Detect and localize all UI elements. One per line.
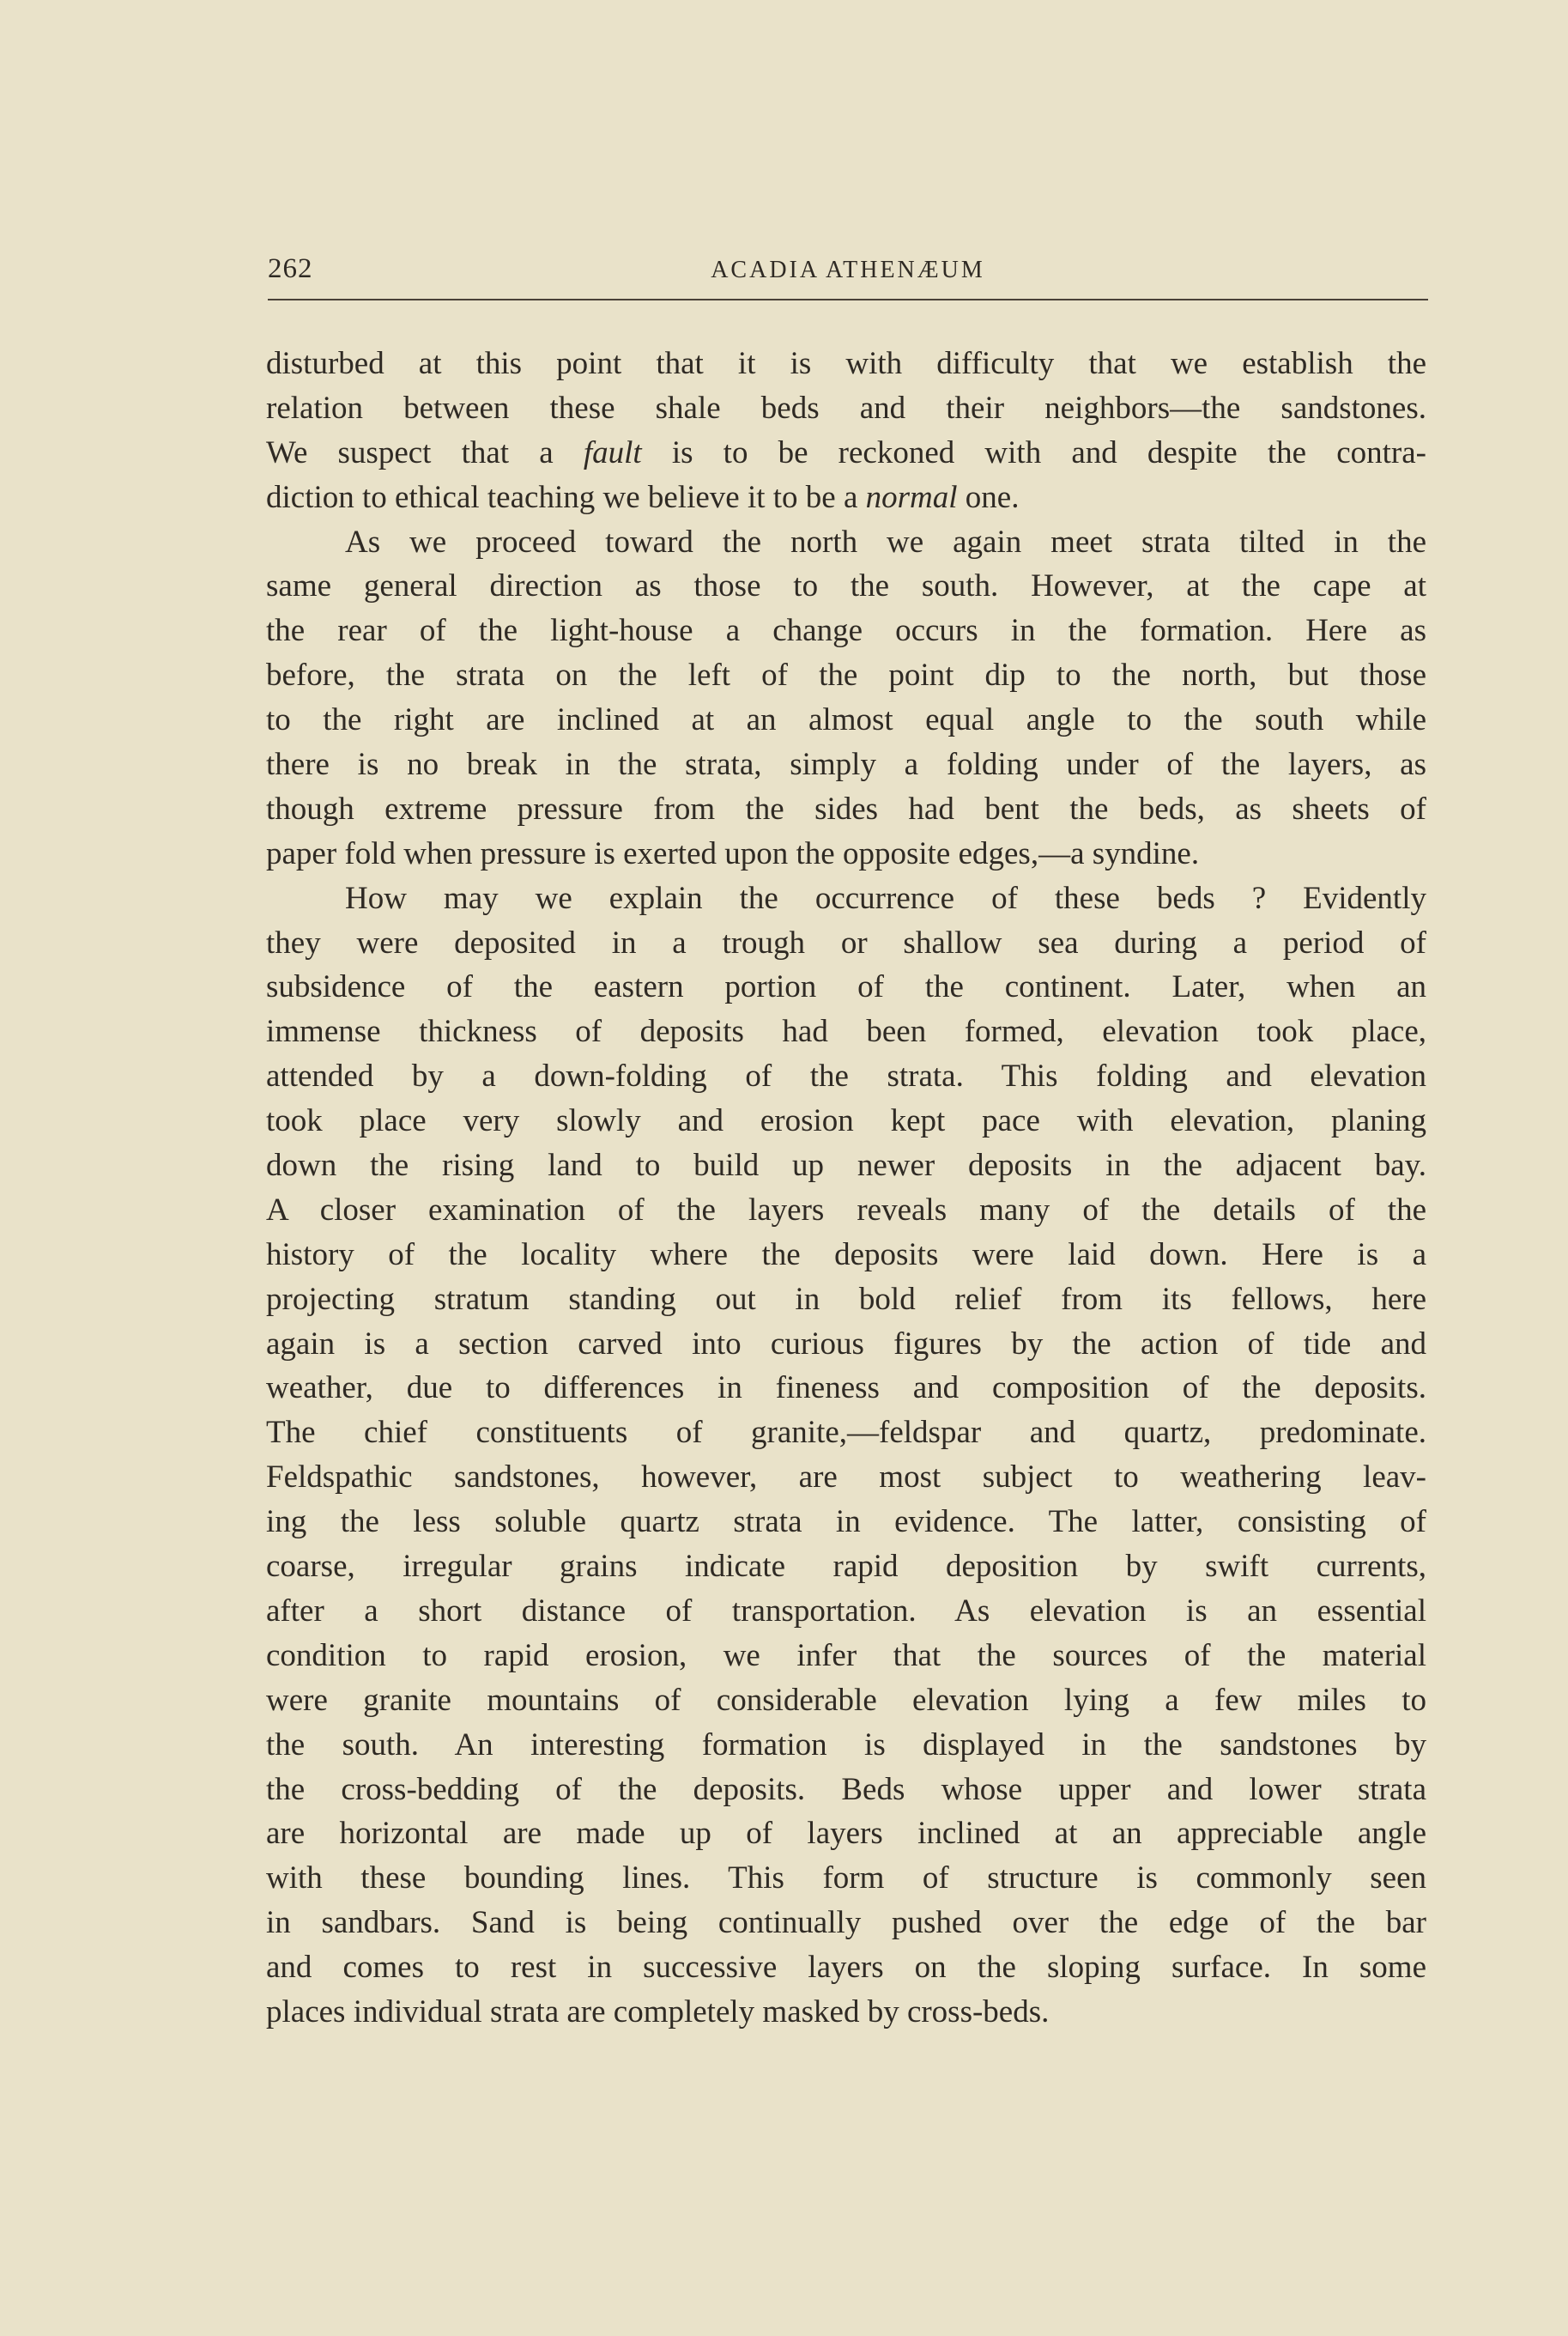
text-line	[266, 564, 1426, 609]
line-text: took place very slowly and erosion kept pace with elevation, planing	[266, 1103, 1426, 1139]
text-line	[266, 787, 1426, 832]
text-line	[266, 698, 1426, 743]
text-line	[266, 1010, 1426, 1054]
line-text: one.	[965, 479, 1020, 515]
line-text: with these bounding lines. This form of structure is commonly seen	[266, 1860, 1426, 1896]
line-text: coarse, irregular grains indicate rapid deposition by swift currents,	[266, 1549, 1426, 1585]
text-line	[266, 1723, 1426, 1768]
line-text: and comes to rest in successive layers on the sloping surface. In some	[266, 1950, 1426, 1986]
text-line	[266, 386, 1426, 431]
text-line	[266, 1768, 1426, 1812]
body-text	[266, 342, 1426, 2035]
line-text: How may we explain the occurrence of these beds ? Evidently	[345, 880, 1426, 916]
text-line	[266, 1945, 1426, 1990]
text-line	[266, 1054, 1426, 1099]
line-text: relation between these shale beds and their neighbors—the sandstones.	[266, 390, 1426, 426]
line-text: the rear of the light-house a change occurs in the formation. Here as	[266, 613, 1426, 649]
line-text: The chief constituents of granite,—feldspar and quartz, predominate.	[266, 1415, 1426, 1451]
line-text: again is a section carved into curious figures by the action of tide and	[266, 1326, 1426, 1362]
text-line	[266, 1322, 1426, 1367]
text-line	[266, 832, 1426, 877]
line-text: history of the locality where the deposits were laid down. Here is a	[266, 1236, 1426, 1272]
text-line	[266, 1901, 1426, 1945]
text-line	[266, 921, 1426, 966]
text-line	[266, 1277, 1426, 1322]
line-text: We suspect that a	[266, 434, 554, 470]
text-line	[266, 1366, 1426, 1411]
text-line	[266, 965, 1426, 1010]
text-line	[266, 1144, 1426, 1188]
text-line	[266, 1500, 1426, 1544]
text-line	[266, 476, 1426, 520]
text-line	[266, 653, 1426, 698]
line-text: are horizontal are made up of layers inclined at an appreciable angle	[266, 1816, 1426, 1852]
line-text: there is no break in the strata, simply a folding under of the layers, as	[266, 747, 1426, 783]
text-line	[266, 877, 1426, 921]
text-line	[266, 609, 1426, 653]
line-text: same general direction as those to the south. However, at the cape at	[266, 568, 1426, 604]
line-text: condition to rapid erosion, we infer that the sources of the material	[266, 1637, 1426, 1673]
line-text: places individual strata are completely masked by cross-beds.	[266, 1993, 1050, 2030]
text-line	[266, 1634, 1426, 1678]
line-text: immense thickness of deposits had been formed, elevation took place,	[266, 1014, 1426, 1050]
text-line	[266, 342, 1426, 386]
line-text: weather, due to differences in fineness and composition of the deposits.	[266, 1370, 1426, 1406]
line-text: diction to ethical teaching we believe it to be a	[266, 479, 858, 515]
text-line	[266, 1589, 1426, 1634]
line-text: though extreme pressure from the sides had bent the beds, as sheets of	[266, 791, 1426, 827]
line-text: Feldspathic sandstones, however, are most subject to weathering leav-	[266, 1459, 1426, 1496]
text-line	[266, 1233, 1426, 1277]
line-text: after a short distance of transportation. As elevation is an essential	[266, 1593, 1426, 1629]
text-line	[266, 1544, 1426, 1589]
text-line	[266, 743, 1426, 787]
text-line	[266, 1811, 1426, 1856]
line-text: in sandbars. Sand is being continually pushed over the edge of the bar	[266, 1905, 1426, 1941]
line-text: to the right are inclined at an almost equal angle to the south while	[266, 702, 1426, 738]
line-text: A closer examination of the layers reveals many of the details of the	[266, 1192, 1426, 1228]
running-head: ACADIA ATHENÆUM	[711, 257, 985, 283]
line-text: they were deposited in a trough or shallow sea during a period of	[266, 925, 1426, 961]
header-rule	[268, 299, 1428, 300]
line-text: subsidence of the eastern portion of the continent. Later, when an	[266, 969, 1426, 1005]
line-text: down the rising land to build up newer deposits in the adjacent bay.	[266, 1148, 1426, 1184]
line-text: ing the less soluble quartz strata in evidence. The latter, consisting of	[266, 1504, 1426, 1540]
text-line	[266, 1990, 1426, 2035]
text-line	[266, 1411, 1426, 1455]
italic-word: normal	[865, 479, 958, 515]
line-text: projecting stratum standing out in bold relief from its fellows, here	[266, 1281, 1426, 1317]
line-text: before, the strata on the left of the point dip to the north, but those	[266, 658, 1426, 694]
text-line	[266, 1678, 1426, 1723]
line-text: attended by a down-folding of the strata. This folding and elevation	[266, 1059, 1426, 1095]
line-text: paper fold when pressure is exerted upon the opposite edges,—a syndine.	[266, 835, 1200, 871]
line-text: is to be reckoned with and despite the contra-	[671, 434, 1426, 470]
page-header	[268, 253, 1428, 305]
line-text: As we proceed toward the north we again meet strata tilted in the	[345, 524, 1426, 560]
line-text: were granite mountains of considerable elevation lying a few miles to	[266, 1682, 1426, 1718]
page-number: 262	[268, 253, 313, 284]
text-line	[266, 1188, 1426, 1233]
text-line	[266, 520, 1426, 565]
text-line	[266, 1455, 1426, 1500]
text-line	[266, 1099, 1426, 1144]
line-text: the south. An interesting formation is displayed in the sandstones by	[266, 1726, 1426, 1763]
line-text: disturbed at this point that it is with difficulty that we establish the	[266, 346, 1426, 381]
italic-word: fault	[583, 434, 642, 470]
line-text: the cross-bedding of the deposits. Beds whose upper and lower strata	[266, 1771, 1426, 1807]
text-line	[266, 1856, 1426, 1901]
text-line	[266, 431, 1426, 476]
